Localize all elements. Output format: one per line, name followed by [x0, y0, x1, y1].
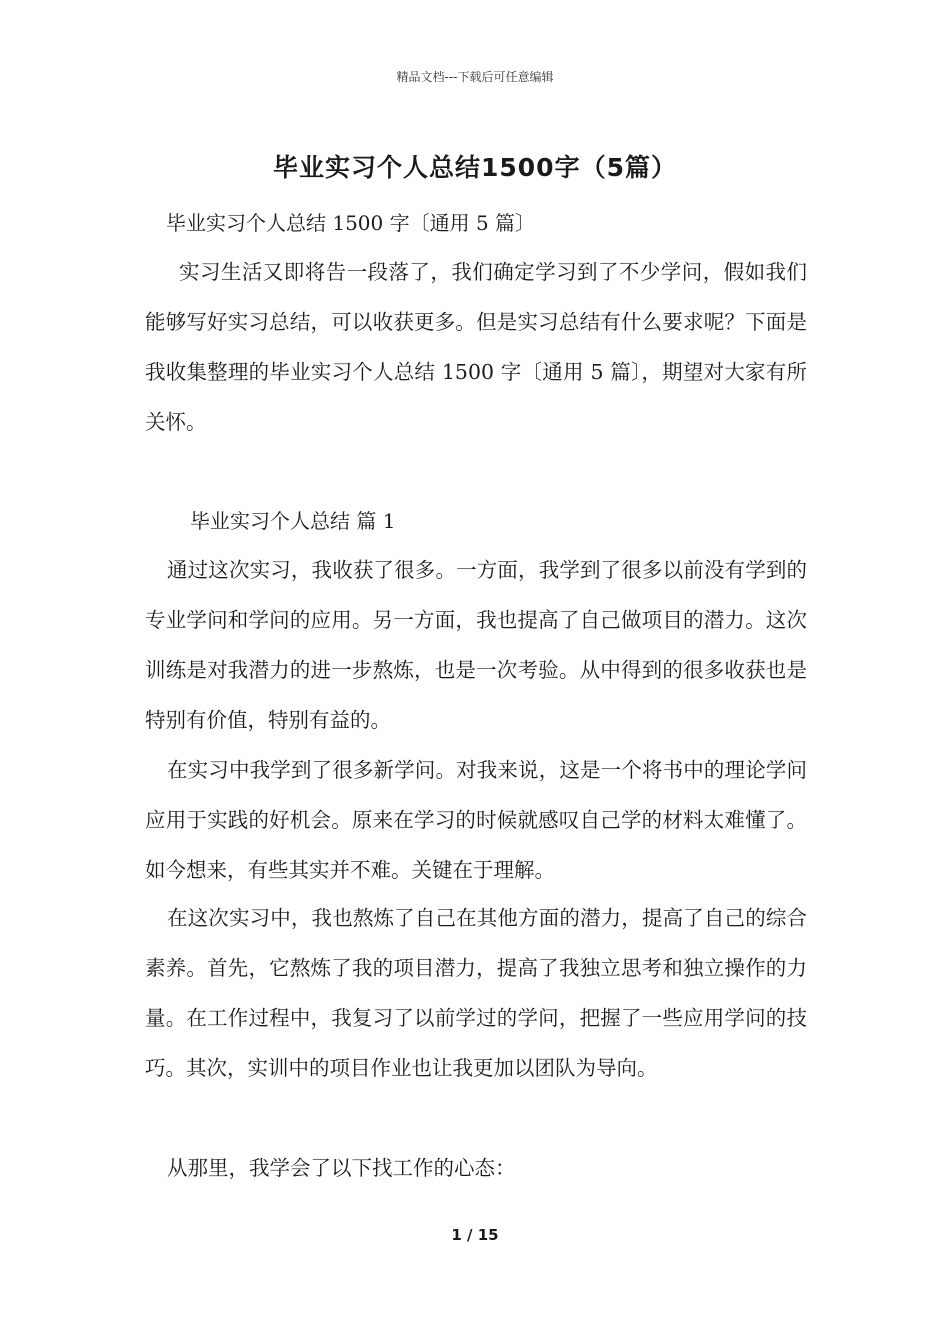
intro-paragraph: 实习生活又即将告一段落了，我们确定学习到了不少学问，假如我们能够写好实习总结，可以收获更多。但是实习总结有什么要求呢？下面是我收集整理的毕业实习个人总结 1500 字〔通用 5 篇〕，期望对大家有所关怀。 — [145, 260, 807, 434]
body-paragraph-2: 在实习中我学到了很多新学问。对我来说，这是一个将书中的理论学问应用于实践的好机会。原来在学习的时候就感叹自己学的材料太难懂了。如今想来，有些其实并不难。关键在于理解。 — [145, 758, 807, 882]
page-number: 1 / 15 — [451, 1226, 499, 1244]
document-subtitle: 毕业实习个人总结 1500 字〔通用 5 篇〕 — [166, 211, 536, 235]
body-paragraph-4: 从那里，我学会了以下找工作的心态： — [167, 1156, 516, 1180]
section-heading: 毕业实习个人总结 篇 1 — [190, 509, 396, 533]
body-paragraph-3: 在这次实习中，我也熬炼了自己在其他方面的潜力，提高了自己的综合素养。首先，它熬炼了我的项目潜力，提高了我独立思考和独立操作的力量。在工作过程中，我复习了以前学过的学问，把握了一些应用学问的技巧。其次，实训中的项目作业也让我更加以团队为导向。 — [145, 906, 807, 1080]
document-title: 毕业实习个人总结1500字（5篇） — [273, 153, 677, 182]
body-paragraph-1: 通过这次实习，我收获了很多。一方面，我学到了很多以前没有学到的专业学问和学问的应用。另一方面，我也提高了自己做项目的潜力。这次训练是对我潜力的进一步熬炼，也是一次考验。从中得到的很多收获也是特别有价值，特别有益的。 — [145, 558, 807, 732]
page-header: 精品文档---下载后可任意编辑 — [396, 70, 554, 84]
